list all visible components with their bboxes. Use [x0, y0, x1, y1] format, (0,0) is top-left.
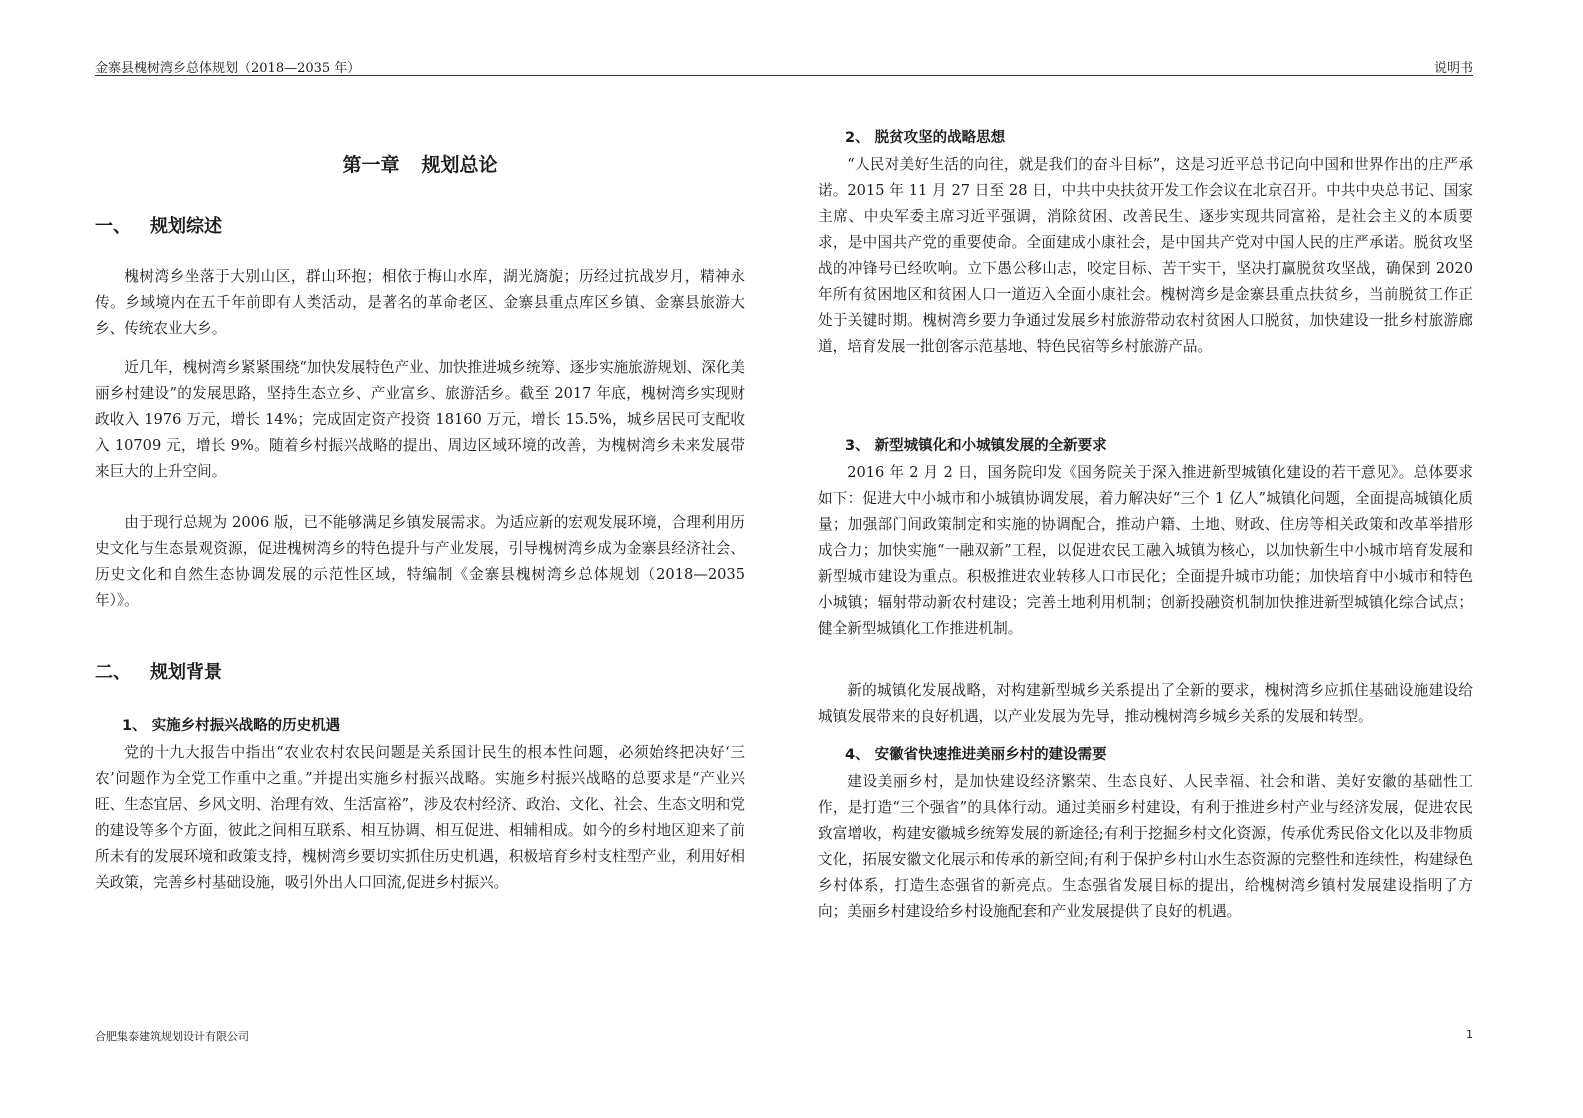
section-title: 规划背景: [150, 662, 222, 683]
chapter-title: [95, 150, 745, 177]
paragraph: “人民对美好生活的向往，就是我们的奋斗目标”，这是习近平总书记向中国和世界作出的庄严承诺。2015 年 11 月 27 日至 28 日，中共中央扶贫开发工作会议在北京召开。中共中央总书记、国家主席、中央军委主席习近平强调，消除贫困、改善民生、逐步实现共同富裕，是社会主义的本质要求，是中国共产党的重要使命。全面建成小康社会，是中国共产党对中国人民的庄严承诺。脱贫攻坚战的冲锋号已经吹响。立下愚公移山志，咬定目标、苦干实干，坚决打赢脱贫攻坚战，确保到 2020 年所有贫困地区和贫困人口一道迈入全面小康社会。槐树湾乡是金寨县重点扶贫乡，当前脱贫工作正处于关键时期。槐树湾乡要力争通过发展乡村旅游带动农村贫困人口脱贫，加快建设一批乡村旅游廊道，培育发展一批创客示范基地、特色民宿等乡村旅游产品。: [818, 156, 1473, 355]
section-title: 规划综述: [150, 216, 222, 237]
paragraph: 2016 年 2 月 2 日，国务院印发《国务院关于深入推进新型城镇化建设的若干意见》。总体要求如下：促进大中小城市和小城镇协调发展，着力解决好“三个 1 亿人”城镇化问题，全面提高城镇化质量；加强部门间政策制定和实施的协调配合，推动户籍、土地、财政、住房等相关政策和改革举措形成合力；加快实施“一融双新”工程，以促进农民工融入城镇为核心，以加快新生中小城市培育发展和新型城市建设为重点。积极推进农业转移人口市民化；全面提升城市功能；加快培育中小城市和特色小城镇；辐射带动新农村建设；完善土地利用机制；创新投融资机制加快推进新型城镇化综合试点；健全新型城镇化工作推进机制。: [818, 464, 1473, 637]
company-name: 合肥集泰建筑规划设计有限公司: [95, 1030, 249, 1043]
section-number: 二、: [95, 662, 131, 683]
paragraph: 槐树湾乡坐落于大别山区，群山环抱；相依于梅山水库，湖光旖旎；历经过抗战岁月，精神永传。乡域境内在五千年前即有人类活动，是著名的革命老区、金寨县重点库区乡镇、金寨县旅游大乡、传统农业大乡。: [95, 268, 745, 337]
paragraph: 近几年，槐树湾乡紧紧围绕“加快发展特色产业、加快推进城乡统筹、逐步实施旅游规划、深化美丽乡村建设”的发展思路，坚持生态立乡、产业富乡、旅游活乡。截至 2017 年底，槐树湾乡实现财政收入 1976 万元，增长 14%；完成固定资产投资 18160 万元，增长 15.5%，城乡居民可支配收入 10709 元，增长 9%。随着乡村振兴战略的提出、周边区域环境的改善，为槐树湾乡未来发展带来巨大的上升空间。: [95, 359, 745, 480]
chapter-number: 第一章: [342, 154, 400, 176]
section-number: 一、: [95, 216, 131, 237]
section-heading-background: [95, 658, 222, 684]
document-type: 说明书: [1433, 61, 1473, 76]
page-number: 1: [1466, 1028, 1473, 1041]
document-title: 金寨县槐树湾乡总体规划（2018—2035 年）: [95, 61, 361, 76]
subsection-heading: 4、 安徽省快速推进美丽乡村的建设需要: [845, 747, 1107, 763]
chapter-name: 规划总论: [421, 154, 498, 176]
subsection-heading: 3、 新型城镇化和小城镇发展的全新要求: [845, 438, 1107, 454]
paragraph: 由于现行总规为 2006 版，已不能够满足乡镇发展需求。为适应新的宏观发展环境，合理利用历史文化与生态景观资源，促进槐树湾乡的特色提升与产业发展，引导槐树湾乡成为金寨县经济社会、历史文化和自然生态协调发展的示范性区域，特编制《金寨县槐树湾乡总体规划（2018—2035 年）》。: [95, 514, 745, 609]
page-header: [95, 55, 1473, 76]
paragraph: 新的城镇化发展战略，对构建新型城乡关系提出了全新的要求，槐树湾乡应抓住基础设施建设给城镇发展带来的良好机遇，以产业发展为先导，推动槐树湾乡城乡关系的发展和转型。: [818, 682, 1473, 725]
paragraph: 建设美丽乡村，是加快建设经济繁荣、生态良好、人民幸福、社会和谐、美好安徽的基础性工作，是打造“三个强省”的具体行动。通过美丽乡村建设，有利于推进乡村产业与经济发展，促进农民致富增收，构建安徽城乡统筹发展的新途径;有利于挖掘乡村文化资源，传承优秀民俗文化以及非物质文化，拓展安徽文化展示和传承的新空间;有利于保护乡村山水生态资源的完整性和连续性，构建绿色乡村体系，打造生态强省的新亮点。生态强省发展目标的提出，给槐树湾乡镇村发展建设指明了方向；美丽乡村建设给乡村设施配套和产业发展提供了良好的机遇。: [818, 773, 1473, 920]
paragraph: 党的十九大报告中指出“农业农村农民问题是关系国计民生的根本性问题，必须始终把决好‘三农’问题作为全党工作重中之重。”并提出实施乡村振兴战略。实施乡村振兴战略的总要求是“产业兴旺、生态宜居、乡风文明、治理有效、生活富裕”，涉及农村经济、政治、文化、社会、生态文明和党的建设等多个方面，彼此之间相互联系、相互协调、相互促进、相辅相成。如今的乡村地区迎来了前所未有的发展环境和政策支持，槐树湾乡要切实抓住历史机遇，积极培育乡村支柱型产业，利用好相关政策，完善乡村基础设施，吸引外出人口回流,促进乡村振兴。: [95, 744, 745, 891]
subsection-heading: 1、 实施乡村振兴战略的历史机遇: [122, 718, 341, 734]
section-heading-overview: [95, 212, 222, 238]
subsection-heading: 2、 脱贫攻坚的战略思想: [845, 130, 1006, 146]
